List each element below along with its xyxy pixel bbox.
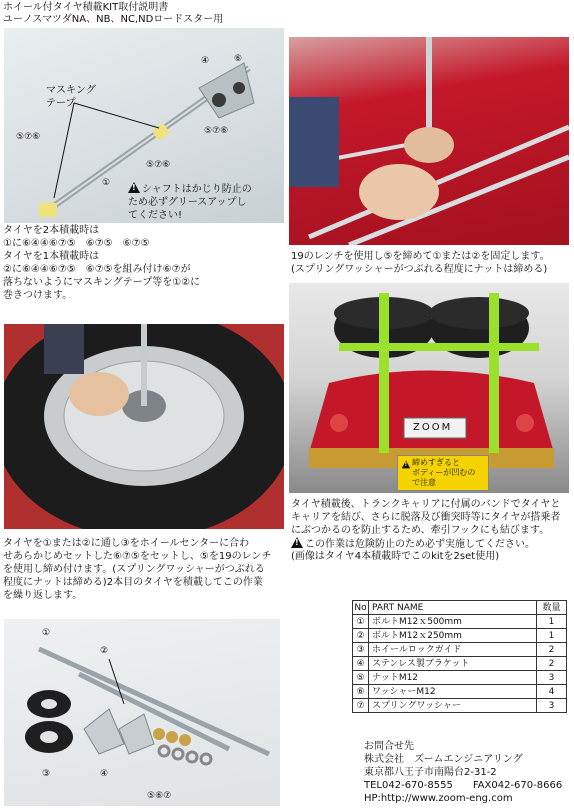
car-rear-loaded-photo [289,283,569,493]
callout-right: ⑤⑦⑥ [204,126,229,136]
masking-tape-label-1: マスキング [46,85,96,96]
document-subtitle: ユーノスマツダNA、NB、NC,NDロードスター用 [3,14,224,25]
callout-short-bolt: ② [100,646,109,656]
header-no: No [354,602,367,613]
parts-table [352,600,567,713]
section4-line-2: キャリアを結び、さらに脱落及び衝突時等にタイヤが搭乗者 [291,512,561,523]
section2-line-2: (スプリングワッシャーがつぶれる程度にナットは締める) [291,264,548,275]
callout-lock-guide: ③ [42,769,51,779]
contact-website[interactable]: HP:http://www.zoom-eng.com [364,793,513,804]
masking-tape-label-2: テープ [46,98,76,109]
section1-line-6: 巻きつけます。 [3,290,73,301]
contact-title: お問合せ先 [364,741,414,752]
section3-line-1: タイヤを①または②に通し③をホイールセンターに合わ [3,538,250,549]
section2-line-1: 19のレンチを使用し⑤を締めて①または②を固定します。 [291,251,550,262]
wrench-tightening-photo [289,37,569,245]
section4-line-1: タイヤ積載後、トランクキャリアに付属のバンドでタイヤと [291,499,561,510]
section4-warning: !この作業は危険防止のため必ず実施してください。 [291,537,535,551]
table-row: ④ ステンレス製ブラケット 2 [353,657,567,671]
callout-left: ⑤⑦⑥ [16,132,41,142]
section3-line-4: 程度にナットは締める)2本目のタイヤを積載してこの作業 [3,577,263,588]
section4-line-3: にぶつかるのを防止するため、牽引フックにも結びます。 [291,525,550,536]
document-title: ホイール付タイヤ積載KIT取付説明書 [3,2,169,13]
section1-line-5: 落ちないようにマスキングテープ等を①②に [3,277,201,288]
callout-bolt: ① [102,178,111,188]
section1-line-4: ②に⑥④④⑥⑦⑤ ⑥⑦⑤を組み付け⑥⑦が [3,264,191,275]
section3-line-2: せあらかじめセットした⑥⑦⑤をセットし、⑤を19のレンチ [3,551,272,562]
section1-line-3: タイヤを1本積載時は [3,251,100,262]
callout-washer: ⑥ [234,54,243,64]
table-row: ⑦ スプリングワッシャー 3 [353,699,567,713]
caution-icon [402,461,410,469]
section4-note: (画像はタイヤ4本積載時でこのkitを2set使用) [291,551,500,562]
table-row: ③ ホイールロックガイド 2 [353,643,567,657]
callout-bracket: ④ [201,56,210,66]
table-row: ① ボルトM12ｘ500mm 1 [353,615,567,629]
section1-line-1: タイヤを2本積載時は [3,225,100,236]
grease-warning: !シャフトはかじり防止の ため必ずグリースアップし てください! [128,182,252,222]
section3-line-3: を使用し締め付けます。(スプリングワッシャーがつぶれる [3,564,265,575]
caution-sticker: ! 締めすぎると ボディーが凹むの で注意 [397,455,489,491]
license-plate-text: ZOOM [413,422,453,433]
section3-line-5: を繰り返します。 [3,590,83,601]
table-row: ⑥ ワッシャーM12 4 [353,685,567,699]
header-part-name: PART NAME [369,601,537,615]
callout-bracket: ④ [100,769,109,779]
contact-company: 株式会社 ズームエンジニアリング [364,754,523,765]
callout-long-bolt: ① [42,628,51,638]
header-qty: 数量 [537,601,567,615]
contact-address: 東京都八王子市南陽台2-31-2 [364,767,497,778]
contact-phone: TEL042-670-8555 FAX042-670-8666 [364,780,563,791]
tire-mounting-photo [4,324,284,529]
warning-icon [128,182,140,193]
section1-line-2: ①に⑥④④⑥⑦⑤ ⑥⑦⑤ ⑥⑦⑤ [3,238,150,249]
table-header-row [353,601,567,615]
bolt-assembly-photo [4,28,284,223]
table-row: ② ボルトM12ｘ250mm 1 [353,629,567,643]
kit-parts-photo [4,619,280,806]
table-row: ⑤ ナットM12 3 [353,671,567,685]
warning-icon [291,537,303,548]
callout-hardware: ⑤⑥⑦ [147,791,172,801]
callout-mid: ⑤⑦⑥ [146,160,171,170]
